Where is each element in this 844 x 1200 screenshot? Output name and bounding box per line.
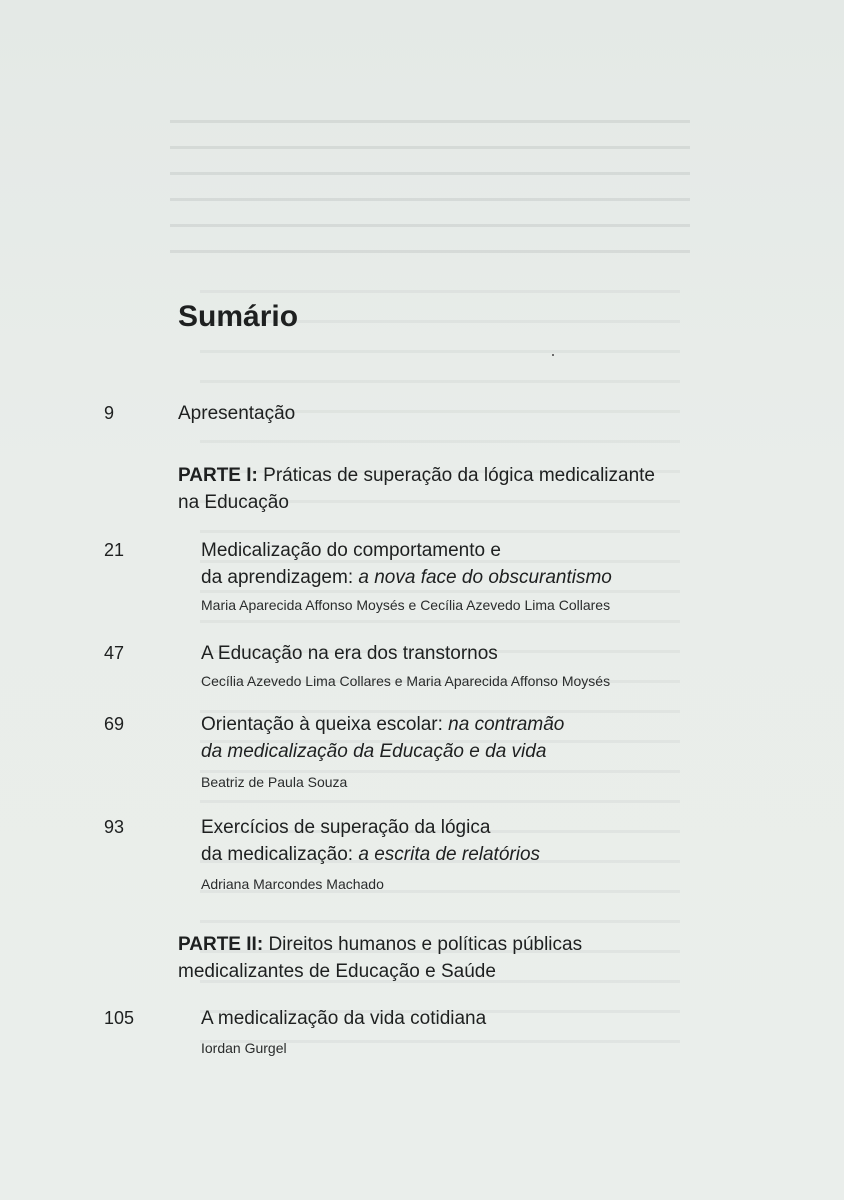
entry-author: Cecília Azevedo Lima Collares e Maria Aparecida Affonso Moysés: [201, 673, 611, 689]
page-number: 9: [104, 403, 115, 423]
entry-subtitle: a escrita de relatórios: [358, 844, 541, 865]
part-heading-2: [178, 931, 582, 985]
entry-title: Apresentação: [178, 403, 296, 424]
entry-title-line1: Medicalização do comportamento e: [201, 540, 501, 561]
page-number: 69: [104, 714, 125, 734]
entry-title: A Educação na era dos transtornos: [201, 643, 498, 664]
part-title-line1: Direitos humanos e políticas públicas: [268, 934, 583, 955]
entry-title-line1: Orientação à queixa escolar:: [201, 714, 443, 735]
entry-title-line1: Exercícios de superação da lógica: [201, 817, 491, 838]
page-number: 105: [104, 1008, 135, 1028]
page-title: Sumário: [178, 300, 299, 333]
part-label: PARTE II:: [178, 934, 264, 955]
entry-title-line2: da medicalização:: [201, 844, 354, 865]
entry-title: [201, 711, 564, 765]
part-title-line1: Práticas de superação da lógica medicalizante: [263, 465, 655, 486]
entry-title: A medicalização da vida cotidiana: [201, 1008, 487, 1029]
page-number: 93: [104, 817, 125, 837]
speck: [552, 354, 554, 356]
entry-author: Iordan Gurgel: [201, 1040, 287, 1056]
entry-author: Maria Aparecida Affonso Moysés e Cecília Azevedo Lima Collares: [201, 597, 611, 613]
part-title-line2: na Educação: [178, 492, 289, 513]
page-number: 21: [104, 540, 125, 560]
part-label: PARTE I:: [178, 465, 258, 486]
entry-author: Adriana Marcondes Machado: [201, 876, 384, 892]
entry-title: [201, 814, 540, 868]
part-title-line2: medicalizantes de Educação e Saúde: [178, 961, 496, 982]
entry-author: Beatriz de Paula Souza: [201, 774, 348, 790]
entry-subtitle-line2: da medicalização da Educação e da vida: [201, 741, 547, 762]
page-number: 47: [104, 643, 125, 663]
entry-title: [201, 537, 612, 591]
entry-title-line2: da aprendizagem:: [201, 567, 354, 588]
entry-subtitle: na contramão: [448, 714, 565, 735]
entry-subtitle: a nova face do obscurantismo: [358, 567, 612, 588]
part-heading-1: [178, 462, 655, 516]
